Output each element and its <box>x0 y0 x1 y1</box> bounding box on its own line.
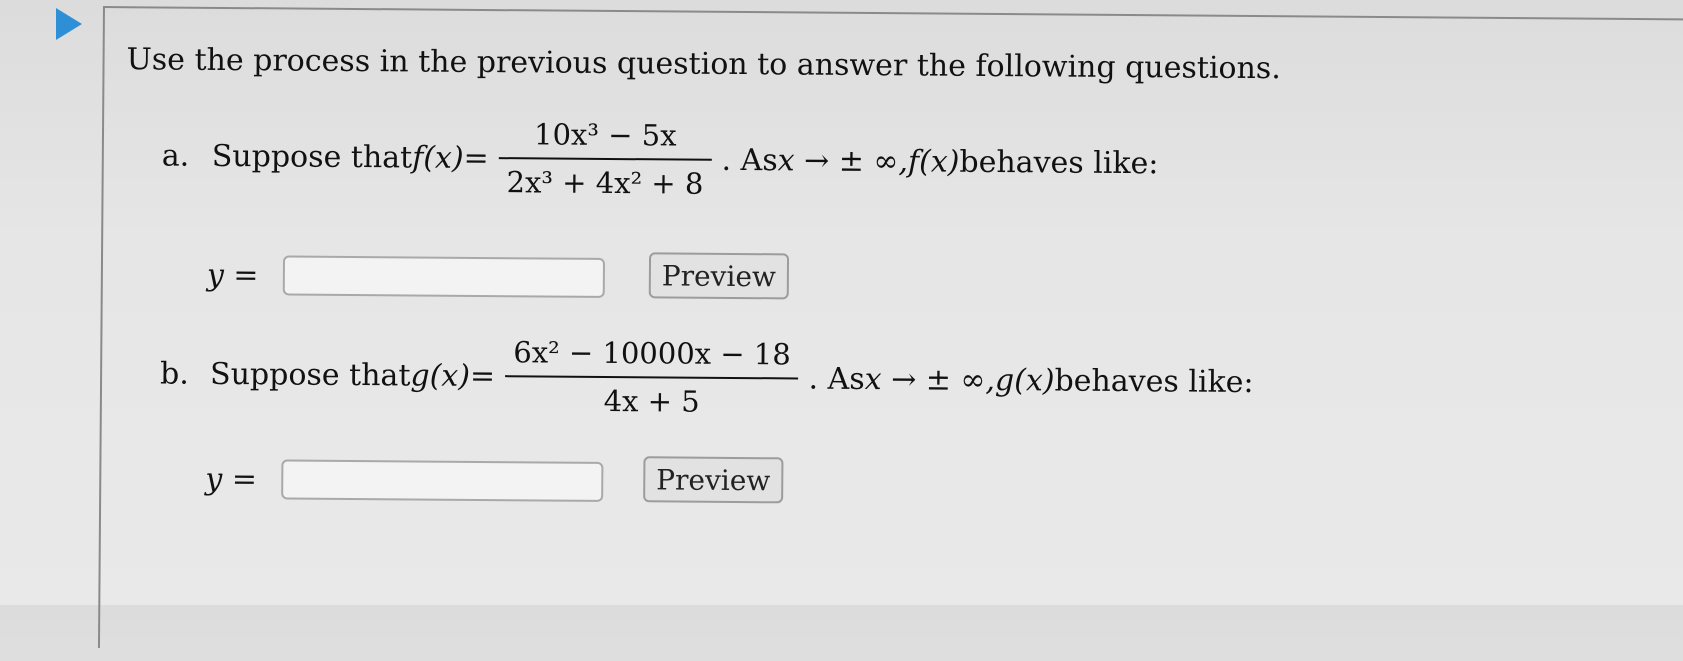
part-a-as: . As <box>721 142 778 178</box>
part-b-fraction <box>505 335 799 419</box>
part-b-lead: Suppose that <box>209 356 411 393</box>
part-b-function-name-2: g(x) <box>994 362 1055 398</box>
part-b-denominator: 4x + 5 <box>603 383 700 419</box>
part-a-answer-input[interactable] <box>282 255 604 298</box>
part-b-as: . As <box>808 361 865 397</box>
part-b-limit: x → ± ∞, <box>864 361 996 398</box>
part-a-answer-label: y = <box>206 257 259 293</box>
part-b-answer-row <box>205 459 603 502</box>
part-a-lead: Suppose that <box>211 138 413 175</box>
part-b-answer-label: y = <box>205 461 258 497</box>
part-b-numerator: 6x² − 10000x − 18 <box>513 335 791 372</box>
part-a-preview-button[interactable]: Preview <box>649 252 789 299</box>
part-b-answer-input[interactable] <box>281 459 603 502</box>
question-intro: Use the process in the previous question to answer the following questions. <box>126 42 1281 87</box>
part-b-statement <box>210 333 1254 423</box>
part-b-function-name: g(x) <box>410 357 471 394</box>
part-a-fraction <box>498 117 711 201</box>
question-panel <box>98 6 1683 661</box>
part-a-numerator: 10x³ − 5x <box>533 117 677 153</box>
part-a-equals: = <box>463 140 489 176</box>
part-a-limit: x → ± ∞, <box>777 142 909 179</box>
part-a-letter: a. <box>161 138 190 174</box>
part-b-preview-button[interactable]: Preview <box>643 456 783 503</box>
part-b-tail: behaves like: <box>1054 362 1254 400</box>
part-a-denominator: 2x³ + 4x² + 8 <box>506 165 704 201</box>
part-a-statement <box>212 115 1159 204</box>
part-a-tail: behaves like: <box>959 144 1159 181</box>
part-a-function-name: f(x) <box>412 139 464 176</box>
part-b-letter: b. <box>159 356 189 392</box>
part-a-function-name-2: f(x) <box>907 143 960 180</box>
part-b-equals: = <box>469 358 496 394</box>
play-arrow-icon[interactable] <box>56 8 82 40</box>
part-a-answer-row <box>207 255 605 298</box>
